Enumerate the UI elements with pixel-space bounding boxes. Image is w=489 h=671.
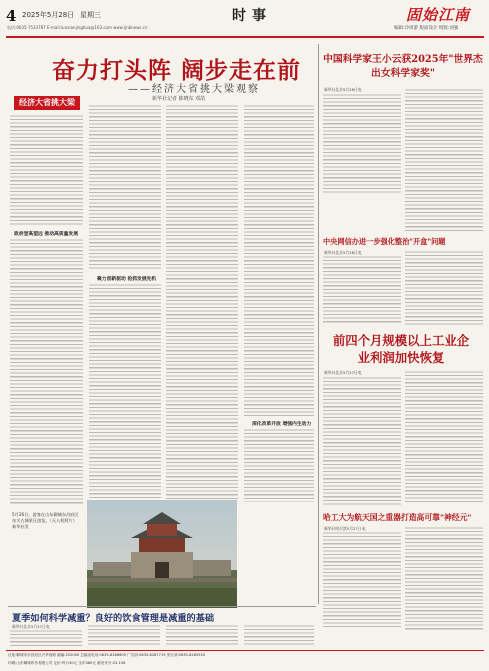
main-section-head-3: 深化改革开放 增强内生动力 <box>252 421 312 427</box>
footer-line-1: 社址:聊城市东昌府区兴华西路 邮编:252000 总编室电话:0635-8286609 广告部:0635-8287719 发行部:0635-8285550 <box>8 653 206 657</box>
photo-caption: 5月26日，游客在山东聊城东昌府区东关古城景区游览。（无人机照片）新华社发 <box>12 512 79 529</box>
right-story-4-source: 新华社哈尔滨5月27日电 <box>324 526 366 531</box>
right-story-2-source: 新华社北京5月28日电 <box>324 250 362 255</box>
right-column-divider <box>318 44 319 604</box>
main-story-column-1a <box>10 114 83 226</box>
right-story-4-text-b <box>405 526 483 630</box>
column-label <box>14 96 80 110</box>
right-story-2-text-b <box>405 250 483 326</box>
right-story-3-headline: 前四个月规模以上工业企业利润加快恢复 <box>332 333 470 365</box>
bottom-story-source: 新华社北京5月27日电 <box>12 624 50 629</box>
news-photo <box>87 500 237 608</box>
main-byline: 新华社记者 陈晓东 邓喆 <box>152 96 206 102</box>
bottom-story-headline: 夏季如何科学减重？良好的饮食管理是减重的基础 <box>12 613 215 624</box>
footer-line-2: 印刷:山东聊城印务有限公司 定价:每月30元 全年360元 邮发代号:23-156 <box>8 661 126 665</box>
right-story-3-source: 新华社北京5月27日电 <box>324 370 362 375</box>
editor-credit: 编辑:冷周游 版面设计 组版:刘强 <box>394 26 459 31</box>
right-story-1-headline: 中国科学家王小云获2025年"世界杰出女科学家奖" <box>323 54 483 79</box>
right-story-2-headline: 中央网信办进一步强化整治"开盒"问题 <box>323 237 446 246</box>
right-story-4-headline: 哈工大为航天国之重器打造高可靠"神经元" <box>323 513 472 522</box>
page-header <box>6 5 484 37</box>
right-story-4-text-a <box>323 531 401 629</box>
bottom-story-text-3 <box>166 624 238 647</box>
main-story-column-2b <box>89 283 161 501</box>
bottom-story-text-4 <box>244 624 314 647</box>
right-story-1-text-b <box>405 88 483 232</box>
masthead-logo: 固始江南 <box>406 6 471 24</box>
main-story-column-4a <box>244 104 314 416</box>
footer-rule <box>6 650 484 651</box>
main-headline: 奋力打头阵 阔步走在前 <box>52 57 302 84</box>
main-story-column-4b <box>244 428 314 502</box>
right-story-3-text-b <box>405 370 483 504</box>
bottom-story-rule <box>8 606 316 607</box>
header-rule <box>6 36 484 38</box>
bottom-story-text-2 <box>88 624 160 647</box>
issue-date: 2025年5月28日 <box>22 11 75 19</box>
main-section-head-1: 政府登高望远 推动高质量发展 <box>14 231 79 237</box>
main-section-head-2: 聚力创新驱动 抢抓发展先机 <box>97 276 157 282</box>
bottom-story-text-1 <box>10 629 82 647</box>
right-story-1-text-a <box>323 93 401 193</box>
right-story-2-text-a <box>323 255 401 323</box>
issue-weekday: 星期三 <box>80 11 101 19</box>
right-story-3-text-a <box>323 376 401 506</box>
page-number: 4 <box>6 7 17 25</box>
contact-line: 电话:0635-7533787 E-mail:lunxianjinghua@163.com www.ljnbnews.cn <box>7 25 148 30</box>
main-subtitle: ——经济大省挑大梁观察 <box>128 84 260 95</box>
main-story-column-1b <box>10 238 83 506</box>
main-story-column-2a <box>89 104 161 270</box>
column-label-text: 经济大省挑大梁 <box>19 98 75 107</box>
main-story-column-3 <box>166 104 238 500</box>
section-title: 时事 <box>232 8 272 24</box>
right-story-1-source: 新华社北京5月28日电 <box>324 87 362 92</box>
gate-tower-image <box>87 500 237 608</box>
